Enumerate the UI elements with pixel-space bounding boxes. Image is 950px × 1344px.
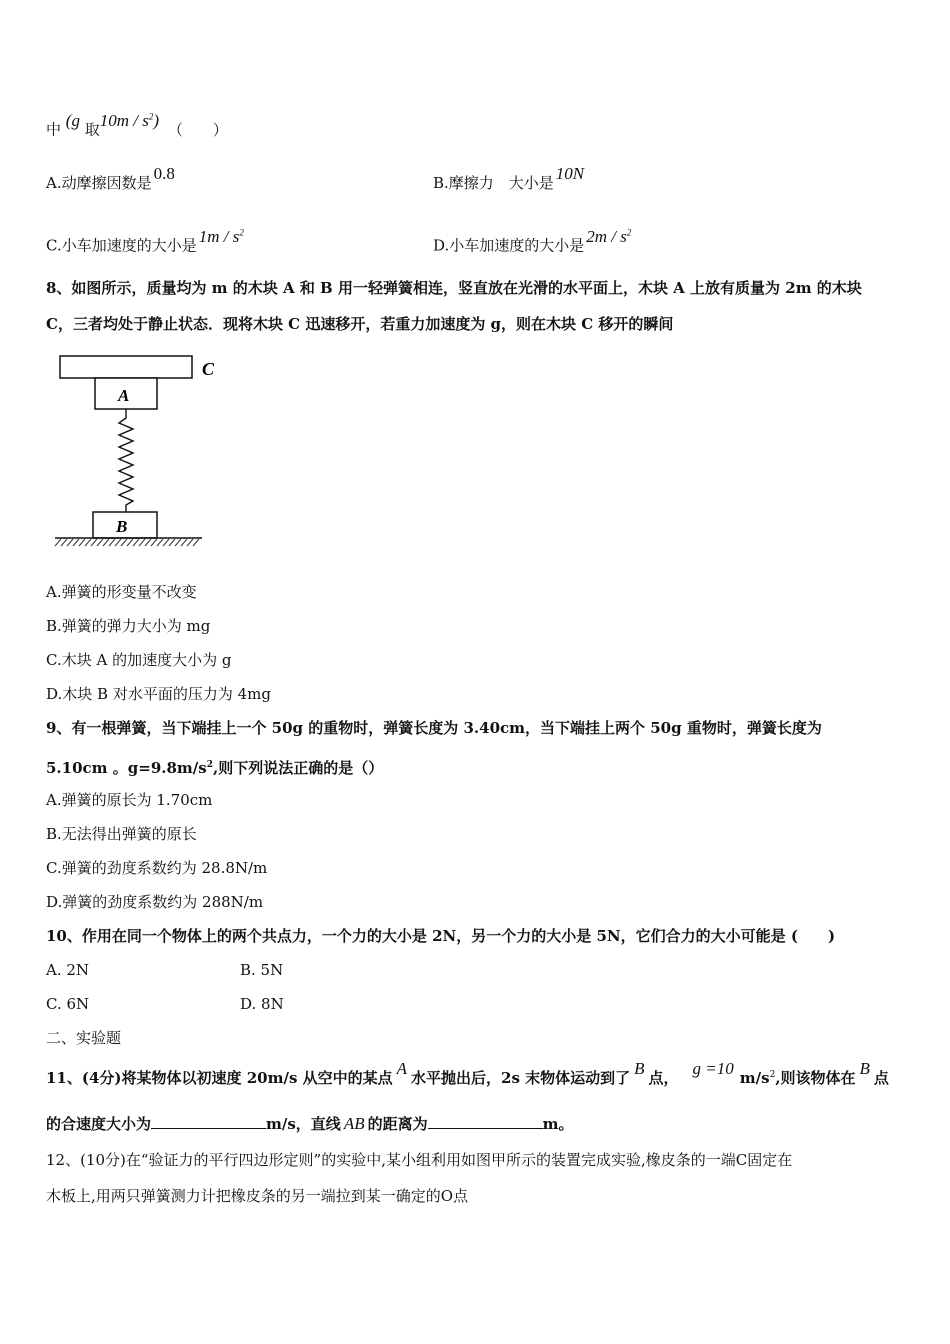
q7-option-b-value: 10N [555, 164, 585, 183]
q11-line2: 的合速度大小为 m/s，直线 AB 的距离为 m。 [46, 1114, 574, 1133]
q8-option-d: D.木块 B 对水平面的压力为 4mg [46, 685, 271, 703]
q7-option-d [433, 226, 632, 256]
label-b: B [116, 517, 128, 536]
q9-option-b: B.无法得出弹簧的原长 [46, 825, 197, 843]
q10-stem: 10、作用在同一个物体上的两个共点力，一个力的大小是 2N，另一个力的大小是 5N，它们合力的大小可能是 ( ) [46, 927, 836, 945]
spring-block-figure [50, 350, 240, 570]
q10-option-d: D. 8N [240, 995, 284, 1013]
q7-prefix: 中 [46, 120, 62, 139]
q9-option-a: A.弹簧的原长为 1.70cm [46, 791, 213, 809]
q7-option-a [46, 164, 175, 193]
q7-option-d-label: D.小车加速度的大小是 [433, 236, 585, 255]
label-a: A [118, 386, 130, 405]
q11-blank-distance[interactable] [428, 1114, 543, 1129]
q7-g-open: (g [65, 110, 80, 130]
q9-stem-line1: 9、有一根弹簧，当下端挂上一个 50g 的重物时，弹簧长度为 3.40cm，当下端挂上两个 50g 重物时，弹簧长度为 [46, 719, 822, 737]
q12-line2: 木板上,用两只弹簧测力计把橡皮条的另一端拉到某一确定的O点 [46, 1187, 469, 1205]
q7-option-d-value: $2m / s^2$ [586, 226, 632, 246]
q12-line1: 12、(10分)在“验证力的平行四边形定则”的实验中,某小组利用如图甲所示的装置完成实验,橡皮条的一端C固定在 [46, 1151, 793, 1169]
ground-hatching [55, 539, 199, 546]
q8-option-a: A.弹簧的形变量不改变 [46, 583, 197, 601]
q8-option-c: C.木块 A 的加速度大小为 g [46, 651, 232, 669]
q11-line1: 11、(4分)将某物体以初速度 20m/s 从空中的某点 A 水平抛出后，2s 末物体运动到了 B 点， g =10 $m/s^2$,则该物体在 B 点 [46, 1059, 889, 1087]
q7-option-a-label: A.动摩擦因数是 [46, 174, 152, 192]
q7-option-a-value: 0.8 [153, 164, 175, 183]
q10-option-b: B. 5N [240, 961, 284, 979]
q9-option-c: C.弹簧的劲度系数约为 28.8N/m [46, 859, 268, 877]
q9-option-d: D.弹簧的劲度系数约为 288N/m [46, 893, 264, 911]
q7-take: 取 [84, 120, 100, 139]
q7-option-c [46, 226, 244, 256]
q7-option-c-value: $1m / s^2$ [198, 226, 244, 246]
spring [119, 409, 133, 512]
q7-option-c-label: C.小车加速度的大小是 [46, 236, 197, 255]
q10-option-a: A. 2N [46, 961, 90, 979]
q9-stem-line2: 5.10cm 。$g=9.8m/s^2$,则下列说法正确的是（） [46, 759, 384, 777]
q7-paren: （ ） [167, 120, 228, 139]
q11-blank-velocity[interactable] [151, 1114, 266, 1129]
q7-g-value: $10m / s^2$ [99, 110, 154, 130]
block-c [60, 356, 192, 378]
q7-tail [46, 110, 228, 140]
q8-stem-line2: C，三者均处于静止状态．现将木块 C 迅速移开，若重力加速度为 g，则在木块 C 移开的瞬间 [46, 315, 674, 333]
label-c: C [202, 359, 215, 379]
q8-option-b: B.弹簧的弹力大小为 mg [46, 617, 211, 635]
q7-option-b-label: B.摩擦力 大小是 [433, 174, 554, 192]
section-heading: 二、实验题 [46, 1029, 122, 1047]
q7-option-b [433, 164, 585, 193]
q10-option-c: C. 6N [46, 995, 90, 1013]
q8-stem-line1: 8、如图所示，质量均为 m 的木块 A 和 B 用一轻弹簧相连，竖直放在光滑的水平面上，木块 A 上放有质量为 2m 的木块 [46, 279, 862, 297]
q7-g-close: ) [153, 110, 160, 130]
